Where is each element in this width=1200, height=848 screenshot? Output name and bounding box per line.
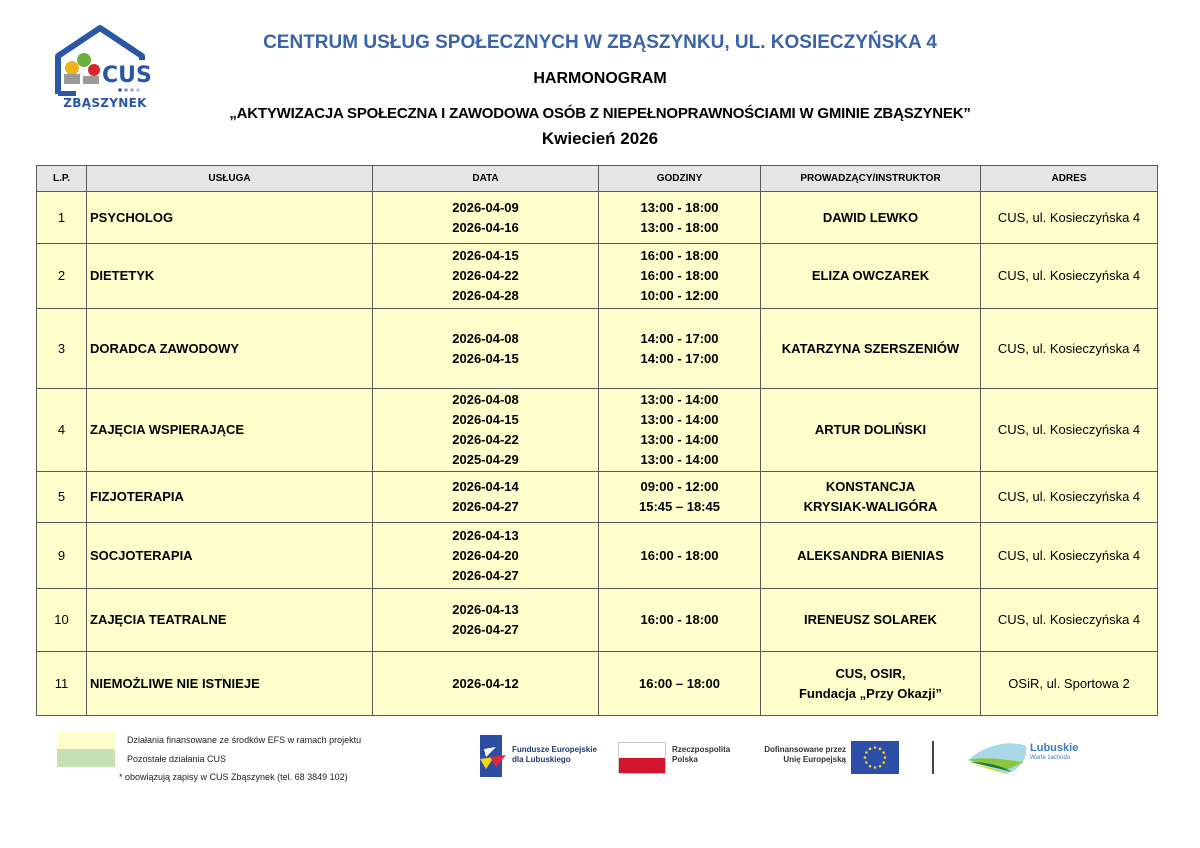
date-value: 2026-04-27 [452, 499, 519, 514]
organization-title: CENTRUM USŁUG SPOŁECZNYCH W ZBĄSZYNKU, UL. KOSIECZYŃSKA 4 [263, 32, 937, 53]
hours-cell [599, 192, 761, 244]
address-cell: OSiR, ul. Sportowa 2 [981, 652, 1158, 716]
date-value: 2026-04-15 [452, 412, 519, 427]
service-name: NIEMOŻLIWE NIE ISTNIEJE [87, 652, 373, 716]
date-value: 2026-04-14 [452, 479, 519, 494]
date-value: 2026-04-28 [452, 288, 519, 303]
instructor-name: ELIZA OWCZAREK [811, 268, 930, 283]
service-name: PSYCHOLOG [87, 192, 373, 244]
hours-value: 16:00 – 18:00 [639, 675, 720, 691]
pl-text-line: Rzeczpospolita [672, 745, 731, 754]
column-header-hours: GODZINY [599, 166, 761, 192]
address-cell: CUS, ul. Kosieczyńska 4 [981, 244, 1158, 309]
period-title: Kwiecień 2026 [541, 129, 659, 148]
eu-star-icon [869, 748, 872, 751]
instructor-name: DAWID LEWKO [822, 209, 919, 225]
logo-word: CUS [102, 63, 152, 88]
service-name: FIZJOTERAPIA [87, 472, 373, 523]
service-name: DORADCA ZAWODOWY [87, 309, 373, 389]
dates-cell [373, 389, 599, 472]
hours-value: 16:00 - 18:00 [640, 547, 719, 563]
row-number: 9 [37, 523, 87, 589]
instructor-name: KONSTANCJA [825, 479, 916, 494]
instructor-cell [761, 472, 981, 523]
hours-cell [599, 244, 761, 309]
fe-text-line: dla Lubuskiego [512, 755, 571, 764]
hours-value: 13:00 - 14:00 [640, 432, 719, 447]
service-name: SOCJOTERAPIA [87, 523, 373, 589]
instructor-name: ALEKSANDRA BIENIAS [797, 547, 944, 563]
hours-value: 13:00 - 14:00 [640, 412, 719, 427]
address-cell: CUS, ul. Kosieczyńska 4 [981, 389, 1158, 472]
date-value: 2026-04-15 [452, 350, 519, 366]
date-value: 2026-04-16 [452, 219, 519, 235]
instructor-name: KATARZYNA SZERSZENIÓW [781, 340, 960, 356]
project-title: „AKTYWIZACJA SPOŁECZNA I ZAWODOWA OSÓB Z NIEPEŁNOPRAWNOŚCIAMI W GMINIE ZBĄSZYNEK” [229, 105, 971, 122]
hours-value: 13:00 - 18:00 [640, 199, 719, 215]
column-header-date: DATA [373, 166, 599, 192]
pl-text-line: Polska [672, 755, 698, 764]
eu-star-icon [884, 756, 887, 759]
hours-value: 09:00 - 12:00 [640, 479, 719, 494]
eu-flag-icon [851, 741, 899, 774]
column-header-address: ADRES [981, 166, 1158, 192]
date-value: 2026-04-13 [452, 527, 519, 543]
address-cell: CUS, ul. Kosieczyńska 4 [981, 589, 1158, 652]
dates-cell [373, 589, 599, 652]
table-row [37, 523, 1158, 589]
date-value: 2026-04-08 [452, 330, 519, 346]
dates-cell [373, 192, 599, 244]
date-value: 2026-04-27 [452, 622, 519, 637]
dates-cell [373, 472, 599, 523]
poland-text [672, 745, 730, 765]
date-value: 2026-04-22 [452, 268, 519, 283]
dates-cell [373, 309, 599, 389]
column-header-instructor: PROWADZĄCY/INSTRUKTOR [761, 166, 981, 192]
cus-logo [50, 24, 160, 116]
instructor-cell [761, 244, 981, 309]
table-header-row [37, 166, 1158, 192]
row-number: 5 [37, 472, 87, 523]
logo-text: ZBĄSZYNEK [63, 96, 147, 110]
schedule-table [36, 165, 1158, 716]
eu-text-line: Unię Europejską [783, 755, 846, 764]
date-value: 2026-04-09 [452, 199, 519, 215]
lubuskie-logo [966, 740, 1028, 781]
row-number: 11 [37, 652, 87, 716]
eu-star-icon [879, 765, 882, 768]
hours-cell [599, 652, 761, 716]
hours-value: 14:00 - 17:00 [640, 330, 719, 346]
table-row [37, 192, 1158, 244]
fe-text-line: Fundusze Europejskie [512, 745, 597, 754]
legend-swatch-cus [57, 749, 115, 767]
date-value: 2026-04-13 [452, 602, 519, 617]
dates-cell [373, 652, 599, 716]
service-name: ZAJĘCIA TEATRALNE [87, 589, 373, 652]
eu-star-icon [879, 748, 882, 751]
poland-flag-icon [618, 742, 666, 774]
row-number: 4 [37, 389, 87, 472]
table-row [37, 309, 1158, 389]
table-row [37, 589, 1158, 652]
instructor-cell [761, 523, 981, 589]
hours-cell [599, 472, 761, 523]
eu-star-icon [869, 765, 872, 768]
eu-text-line: Dofinansowane przez [764, 745, 846, 754]
eu-text [756, 745, 846, 765]
column-header-service: USŁUGA [87, 166, 373, 192]
hours-value: 16:00 - 18:00 [640, 248, 719, 263]
hours-cell [599, 389, 761, 472]
row-number: 10 [37, 589, 87, 652]
date-value: 2026-04-20 [452, 547, 519, 563]
eu-star-icon [864, 756, 867, 759]
hours-value: 14:00 - 17:00 [640, 350, 719, 366]
eu-star-icon [874, 766, 877, 769]
instructor-name: ARTUR DOLIŃSKI [814, 422, 927, 437]
lubuskie-text: Lubuskie [1030, 742, 1079, 754]
date-value: 2026-04-15 [452, 248, 519, 263]
dates-cell [373, 523, 599, 589]
address-cell: CUS, ul. Kosieczyńska 4 [981, 192, 1158, 244]
row-number: 1 [37, 192, 87, 244]
fe-emblem-icon [476, 735, 508, 777]
address-cell: CUS, ul. Kosieczyńska 4 [981, 472, 1158, 523]
date-value: 2026-04-08 [452, 392, 519, 407]
date-value: 2026-04-22 [452, 432, 519, 447]
instructor-cell [761, 309, 981, 389]
eu-star-icon [882, 751, 885, 754]
date-value: 2026-04-27 [452, 567, 519, 583]
logo-divider [932, 741, 934, 774]
service-name: ZAJĘCIA WSPIERAJĄCE [87, 389, 373, 472]
table-row [37, 472, 1158, 523]
service-name: DIETETYK [87, 244, 373, 309]
date-value: 2026-04-12 [452, 675, 519, 691]
table-row [37, 652, 1158, 716]
address-cell: CUS, ul. Kosieczyńska 4 [981, 309, 1158, 389]
instructor-name: KRYSIAK-WALIGÓRA [803, 499, 938, 514]
instructor-name: CUS, OSIR, [835, 665, 906, 681]
legend-note: * obowiązują zapisy w CUS Zbąszynek (tel. 68 3849 102) [119, 772, 348, 782]
eu-star-icon [882, 761, 885, 764]
row-number: 3 [37, 309, 87, 389]
legend-swatch-efs [57, 731, 115, 749]
date-value: 2025-04-29 [452, 452, 519, 467]
lubuskie-slogan: Warte zachodu [1030, 755, 1071, 761]
table-row [37, 389, 1158, 472]
dates-cell [373, 244, 599, 309]
hours-value: 13:00 - 18:00 [640, 219, 719, 235]
hours-value: 16:00 - 18:00 [640, 268, 719, 283]
legend-label-efs: Działania finansowane ze środków EFS w ramach projektu [127, 735, 362, 745]
eu-star-icon [874, 746, 877, 749]
instructor-cell [761, 192, 981, 244]
house-logo-icon [50, 24, 160, 96]
table-row [37, 244, 1158, 309]
column-header-lp: L.P. [37, 166, 87, 192]
legend-label-cus: Pozostałe działania CUS [127, 754, 227, 764]
hours-cell [599, 523, 761, 589]
hours-value: 13:00 - 14:00 [640, 452, 719, 467]
hours-cell [599, 309, 761, 389]
fundusze-europejskie-logo [476, 735, 597, 782]
hours-value: 15:45 – 18:45 [639, 499, 720, 514]
document-title: HARMONOGRAM [533, 70, 667, 87]
fe-text [512, 745, 597, 765]
hours-value: 16:00 - 18:00 [640, 612, 719, 627]
lubuskie-emblem-icon [966, 740, 1028, 776]
instructor-cell [761, 389, 981, 472]
instructor-name: IRENEUSZ SOLAREK [804, 612, 937, 627]
row-number: 2 [37, 244, 87, 309]
hours-cell [599, 589, 761, 652]
eu-star-icon [865, 751, 868, 754]
instructor-name: Fundacja „Przy Okazji” [798, 685, 943, 701]
eu-star-icon [865, 761, 868, 764]
instructor-cell [761, 589, 981, 652]
hours-value: 10:00 - 12:00 [640, 288, 719, 303]
hours-value: 13:00 - 14:00 [640, 392, 719, 407]
address-cell: CUS, ul. Kosieczyńska 4 [981, 523, 1158, 589]
instructor-cell [761, 652, 981, 716]
